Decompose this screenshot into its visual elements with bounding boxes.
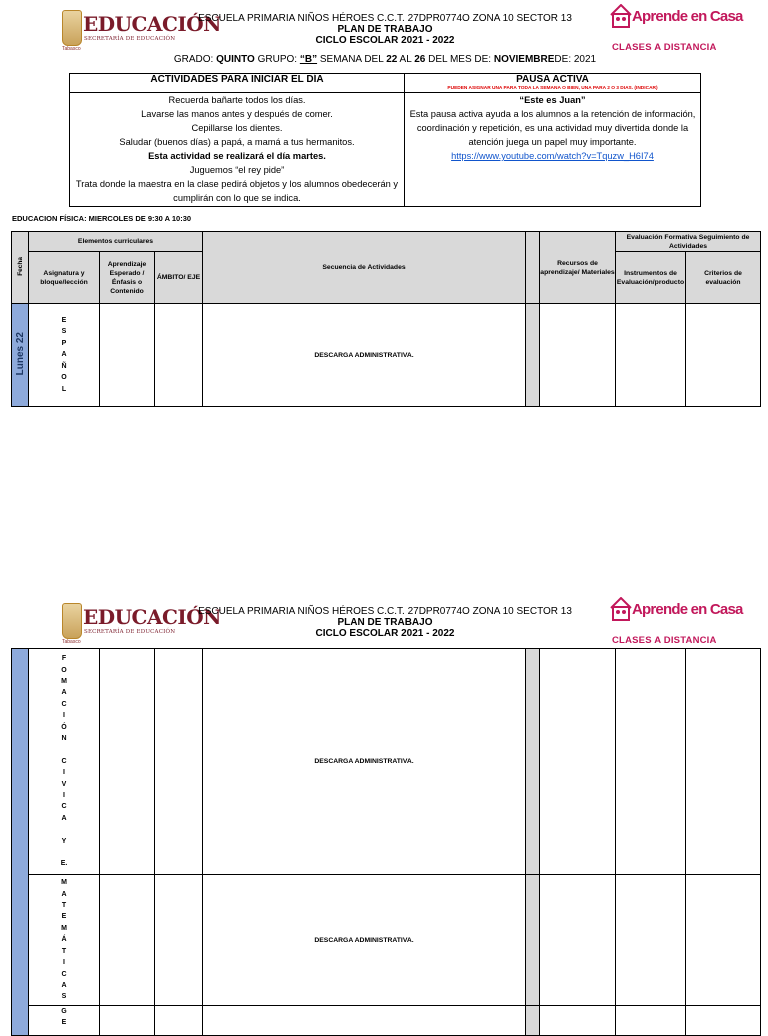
instrumentos-header: Instrumentos de Evaluación/producto — [616, 252, 686, 304]
logo-subtitle: SECRETARÍA DE EDUCACIÓN — [84, 36, 176, 42]
secuencia-cell: DESCARGA ADMINISTRATIVA. — [203, 875, 526, 1006]
spacer-cell — [526, 1006, 540, 1036]
actividad-line: Lavarse las manos antes y después de comer. — [141, 109, 333, 119]
mes-label: DEL MES DE: — [425, 54, 494, 65]
house-icon — [610, 597, 632, 621]
ciclo-escolar: CICLO ESCOLAR 2021 - 2022 — [315, 628, 455, 639]
criterios-cell — [686, 875, 761, 1006]
spacer-cell — [526, 875, 540, 1006]
semana-label: SEMANA DEL — [317, 54, 387, 65]
subject-geografia: G E — [61, 1008, 67, 1027]
plan-grid-page2 — [11, 648, 761, 1036]
actividad-line: Recuerda bañarte todos los días. — [168, 95, 306, 105]
aprendizaje-cell — [100, 875, 155, 1006]
subject-matematicas: M A T E M Á T I C A S — [61, 879, 67, 1001]
actividad-line: Esta actividad se realizará el día martes. — [148, 151, 326, 161]
grado-line — [150, 54, 620, 65]
subject-cell — [29, 875, 100, 1006]
grado-value: QUINTO — [216, 54, 255, 65]
day-cell — [12, 649, 29, 1036]
day-cell — [12, 304, 29, 407]
criterios-cell — [686, 1006, 761, 1036]
youtube-link[interactable]: https://www.youtube.com/watch?v=Tquzw_H6I74 — [451, 151, 654, 161]
spacer-cell — [526, 304, 540, 407]
instrumentos-cell — [616, 304, 686, 407]
state-seal-icon — [62, 10, 82, 46]
seal-caption: Tabasco — [62, 639, 81, 645]
aprende-title: Aprende en Casa — [632, 8, 743, 25]
subject-cell — [29, 304, 100, 407]
recursos-cell — [540, 304, 616, 407]
instrumentos-cell — [616, 875, 686, 1006]
school-name: ESCUELA PRIMARIA NIÑOS HÉROES C.C.T. 27DPR0774O ZONA 10 SECTOR 13 — [198, 606, 572, 617]
fecha-header — [12, 232, 29, 304]
aprende-subtitle: CLASES A DISTANCIA — [612, 635, 717, 646]
day-label: Lunes 22 — [14, 331, 26, 376]
recursos-cell — [540, 875, 616, 1006]
ambito-cell — [155, 875, 203, 1006]
fecha-label: Fecha — [16, 256, 24, 276]
secuencia-cell: DESCARGA ADMINISTRATIVA. — [203, 649, 526, 875]
aprendizaje-cell — [100, 649, 155, 875]
pausa-subtitle: “Este es Juan” — [519, 95, 586, 105]
criterios-cell — [686, 304, 761, 407]
plan-title: PLAN DE TRABAJO — [337, 617, 433, 628]
aprende-subtitle: CLASES A DISTANCIA — [612, 42, 717, 53]
instrumentos-cell — [616, 1006, 686, 1036]
ciclo-escolar: CICLO ESCOLAR 2021 - 2022 — [315, 35, 455, 46]
aprendizaje-cell — [100, 1006, 155, 1036]
subject-formacion: F O M A C I Ó N C I V I C A Y E. — [60, 655, 68, 868]
educacion-logo — [62, 601, 221, 645]
pausa-body — [405, 93, 701, 207]
subject-cell — [29, 1006, 100, 1036]
grado-label: GRADO: — [173, 54, 217, 65]
aprende-title: Aprende en Casa — [632, 601, 743, 618]
criterios-header: Criterios de evaluación — [686, 252, 761, 304]
subject-cell — [29, 649, 100, 875]
ambito-cell — [155, 1006, 203, 1036]
recursos-cell — [540, 1006, 616, 1036]
spacer-col — [526, 232, 540, 304]
instrumentos-cell — [616, 649, 686, 875]
elementos-header: Elementos curriculares — [29, 232, 203, 252]
mes-value: NOVIEMBRE — [493, 54, 555, 65]
grupo-label: GRUPO: — [254, 54, 300, 65]
semana-start: 22 — [386, 54, 398, 65]
school-name: ESCUELA PRIMARIA NIÑOS HÉROES C.C.T. 27DPR0774O ZONA 10 SECTOR 13 — [198, 13, 572, 24]
secuencia-header: Secuencia de Actividades — [203, 232, 526, 304]
pausa-header — [405, 74, 701, 93]
educacion-logo — [62, 8, 221, 52]
asignatura-header: Asignatura y bloque/lección — [29, 252, 100, 304]
criterios-cell — [686, 649, 761, 875]
seal-caption: Tabasco — [62, 46, 81, 52]
actividad-line: Juguemos “el rey pide” — [189, 165, 285, 175]
ambito-cell — [155, 304, 203, 407]
aprende-en-casa-logo — [610, 4, 743, 54]
pausa-text: Esta pausa activa ayuda a los alumnos a la retención de información, coordinación y repetición, es una actividad muy divertida donde la atención juega un papel muy importante. — [409, 109, 696, 147]
evaluacion-header: Evaluación Formativa Seguimiento de Actividades — [616, 232, 761, 252]
actividades-body — [70, 93, 405, 207]
ambito-cell — [155, 649, 203, 875]
grupo-value: “B” — [299, 54, 318, 65]
actividad-line: Saludar (buenos días) a papá, a mamá a tus hermanitos. — [119, 137, 355, 147]
aprendizaje-header: Aprendizaje Esperado / Énfasis o Contenido — [100, 252, 155, 304]
pausa-note: PUEDEN ASIGNAR UNA PARA TODA LA SEMANA O BIEN, UNA PARA 2 O 3 DIAS. (INDICAR) — [447, 86, 658, 91]
spacer-cell — [526, 649, 540, 875]
aprendizaje-cell — [100, 304, 155, 407]
house-icon — [610, 4, 632, 28]
secuencia-cell — [203, 1006, 526, 1036]
logo-title: EDUCACIÓN — [83, 605, 221, 629]
plan-title: PLAN DE TRABAJO — [337, 24, 433, 35]
logo-title: EDUCACIÓN — [83, 12, 221, 36]
state-seal-icon — [62, 603, 82, 639]
actividad-line: Trata donde la maestra en la clase pedirá objetos y los alumnos obedecerán y cumplirán con lo que se indica. — [75, 179, 399, 203]
recursos-header: Recursos de aprendizaje/ Materiales — [540, 232, 616, 304]
ambito-header: ÁMBITO/ EJE — [155, 252, 203, 304]
document-header — [190, 606, 580, 639]
activities-table — [69, 73, 701, 207]
actividad-line: Cepillarse los dientes. — [191, 123, 283, 133]
secuencia-cell: DESCARGA ADMINISTRATIVA. — [203, 304, 526, 407]
recursos-cell — [540, 649, 616, 875]
logo-subtitle: SECRETARÍA DE EDUCACIÓN — [84, 629, 176, 635]
aprende-en-casa-logo — [610, 597, 743, 647]
subject-espanol: E S P A Ñ O L — [61, 317, 67, 393]
pausa-title: PAUSA ACTIVA — [516, 74, 589, 85]
plan-grid-page1 — [11, 231, 761, 407]
semana-end: 26 — [414, 54, 426, 65]
al-label: AL — [397, 54, 415, 65]
document-header — [190, 13, 580, 46]
year-label: DE: 2021 — [554, 54, 597, 65]
educacion-fisica-note: EDUCACION FÍSICA: MIERCOLES DE 9:30 A 10:30 — [12, 214, 192, 223]
actividades-title: ACTIVIDADES PARA INICIAR EL DÍA — [70, 74, 405, 93]
